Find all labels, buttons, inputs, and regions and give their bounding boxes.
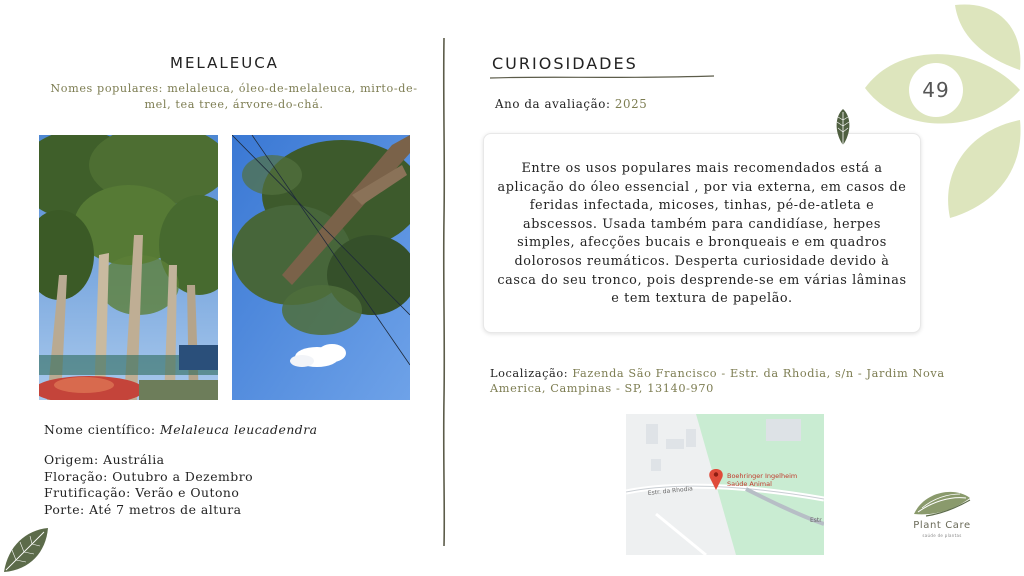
map-place-line1: Boehringer Ingelheim bbox=[727, 472, 798, 480]
fact-size: Porte: Até 7 metros de altura bbox=[44, 501, 242, 517]
scientific-name bbox=[44, 422, 318, 437]
logo-name: Plant Care bbox=[913, 520, 971, 531]
location bbox=[490, 366, 990, 396]
plant-facts bbox=[44, 452, 253, 518]
year-value: 2025 bbox=[614, 97, 648, 111]
tree-photo-canopy bbox=[232, 135, 410, 400]
popular-names: Nomes populares: melaleuca, óleo-de-melaleuca, mirto-de-mel, tea tree, árvore-do-chá. bbox=[50, 82, 418, 111]
leaf-icon bbox=[832, 108, 854, 148]
map-road-label-2: Estr bbox=[810, 517, 822, 524]
map-road-label: Estr. da Rhodia bbox=[647, 485, 694, 497]
page-number: 49 bbox=[909, 63, 963, 117]
plant-title: MELALEUCA bbox=[170, 54, 279, 72]
fact-fruiting: Frutificação: Verão e Outono bbox=[44, 485, 240, 500]
location-map[interactable] bbox=[626, 414, 824, 555]
fact-origin: Origem: Austrália bbox=[44, 452, 165, 467]
evaluation-year bbox=[495, 97, 647, 111]
section-underline bbox=[490, 74, 714, 80]
logo-tagline: saúde de plantas bbox=[922, 533, 962, 538]
section-title: CURIOSIDADES bbox=[492, 54, 638, 73]
leaf-icon bbox=[0, 524, 52, 576]
location-label: Localização: bbox=[490, 367, 573, 380]
map-place-line2: Saúde Animal bbox=[727, 480, 772, 488]
scientific-name-label: Nome científico: bbox=[44, 422, 161, 437]
location-value: Fazenda São Francisco - Estr. da Rhodia, s/n - Jardim Nova America, Campinas - SP, 13140-970 bbox=[490, 367, 945, 395]
scientific-name-value: Melaleuca leucadendra bbox=[160, 422, 318, 437]
fact-flowering: Floração: Outubro a Dezembro bbox=[44, 468, 254, 484]
column-divider bbox=[440, 38, 448, 546]
tree-photo-street bbox=[39, 135, 218, 400]
curiosity-text: Entre os usos populares mais recomendados está a aplicação do óleo essencial , por via externa, em casos de feridas infectada, micoses, tinhas, pé-de-atleta e abscessos. Usada também para candidíase, herpes simples, afecções bucais e bronqueais e em quadros dolorosos reumáticos. Desperta curiosidade devido à casca do seu tronco, pois desprende-se em várias lâminas e tem textura de papelão. bbox=[497, 161, 907, 307]
year-label: Ano da avaliação: bbox=[495, 97, 615, 111]
